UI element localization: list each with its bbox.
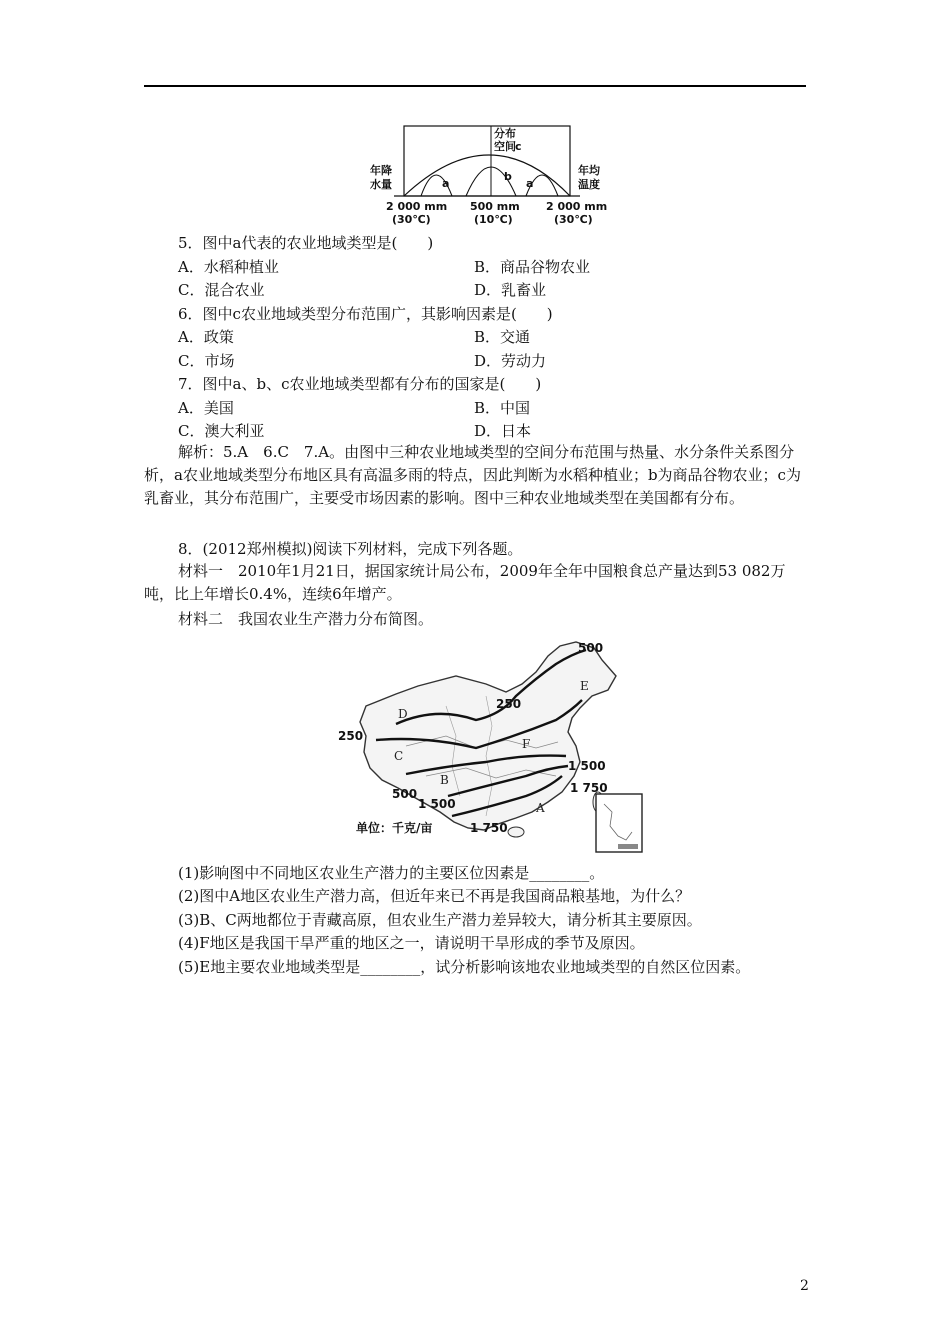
question-7-option-c: C．澳大利亚 (178, 422, 265, 440)
question-6-option-d: D．劳动力 (474, 352, 547, 370)
curve-a-right-label: a (526, 177, 534, 190)
curve-b-label: b (504, 170, 512, 183)
axis-right-temp: (30℃) (554, 213, 593, 226)
contour-label-1750-east: 1 750 (570, 781, 608, 795)
right-axis-label-1: 年均 (578, 164, 600, 177)
region-e-label: E (580, 679, 589, 693)
axis-center-value: 500 mm (470, 200, 520, 213)
question-7-option-a: A．美国 (178, 399, 234, 417)
question-7-stem: 7．图中a、b、c农业地域类型都有分布的国家是( ) (178, 375, 542, 393)
region-a-label: A (536, 801, 545, 815)
question-8-intro: 8．(2012郑州模拟)阅读下列材料，完成下列各题。 (178, 540, 523, 558)
page-number: 2 (800, 1278, 809, 1294)
contour-label-1750-south: 1 750 (470, 821, 508, 835)
question-6-option-b: B．交通 (474, 328, 531, 346)
subquestion-3: (3)B、C两地都位于青藏高原，但农业生产潜力差异较大，请分析其主要原因。 (178, 911, 702, 929)
question-7-option-d: D．日本 (474, 422, 532, 440)
contour-label-500-southwest: 500 (392, 787, 418, 801)
question-5-option-a: A．水稻种植业 (178, 258, 279, 276)
material-1: 材料一 2010年1月21日，据国家统计局公布，2009年全年中国粮食总产量达到53 082万吨，比上年增长0.4%，连续6年增产。 (144, 562, 786, 603)
subquestion-1: (1)影响图中不同地区农业生产潜力的主要区位因素是________。 (178, 864, 605, 882)
subquestion-2: (2)图中A地区农业生产潜力高，但近年来已不再是我国商品粮基地，为什么？ (178, 887, 691, 905)
contour-label-1500-south: 1 500 (418, 797, 456, 811)
contour-label-250-north: 250 (496, 697, 522, 711)
material-2: 材料二 我国农业生产潜力分布简图。 (178, 610, 434, 628)
left-axis-label-1: 年降 (370, 164, 392, 177)
subquestion-4: (4)F地区是我国干旱严重的地区之一，请说明干旱形成的季节及原因。 (178, 934, 645, 952)
question-6-option-c: C．市场 (178, 352, 235, 370)
question-6-stem: 6．图中c农业地域类型分布范围广，其影响因素是( ) (178, 305, 553, 323)
region-c-label: C (394, 749, 404, 763)
axis-top-label-2: 空间 (494, 140, 516, 153)
china-agricultural-potential-map (336, 636, 652, 858)
right-axis-label-2: 温度 (578, 178, 600, 191)
question-5-option-c: C．混合农业 (178, 281, 265, 299)
question-7-option-b: B．中国 (474, 399, 531, 417)
agriculture-distribution-diagram (366, 124, 616, 228)
axis-center-temp: (10℃) (474, 213, 513, 226)
axis-left-temp: (30℃) (392, 213, 431, 226)
region-b-label: B (440, 773, 449, 787)
contour-label-250-west: 250 (338, 729, 364, 743)
axis-left-value: 2 000 mm (386, 200, 448, 213)
question-5-option-b: B．商品谷物农业 (474, 258, 591, 276)
map-unit-label: 单位：千克/亩 (356, 821, 433, 835)
analysis-paragraph: 解析：5.A 6.C 7.A。由图中三种农业地域类型的空间分布范围与热量、水分条件关系图分析，a农业地域类型分布地区具有高温多雨的特点，因此判断为水稻种植业；b为商品谷物农业；c为乳畜业，其分布范围广，主要受市场因素的影响。图中三种农业地域类型在美国都有分布。 (144, 443, 801, 507)
axis-right-value: 2 000 mm (546, 200, 608, 213)
left-axis-label-2: 水量 (370, 178, 392, 191)
region-d-label: D (398, 707, 408, 721)
header-rule (144, 85, 806, 87)
question-5-option-d: D．乳畜业 (474, 281, 547, 299)
region-f-label: F (522, 737, 531, 751)
question-6-option-a: A．政策 (178, 328, 234, 346)
contour-label-1500-east: 1 500 (568, 759, 606, 773)
subquestion-5: (5)E地主要农业地域类型是________，试分析影响该地农业地域类型的自然区位因素。 (178, 958, 751, 976)
contour-label-500-top: 500 (578, 641, 604, 655)
question-5-stem: 5．图中a代表的农业地域类型是( ) (178, 234, 434, 252)
axis-top-label-1: 分布 (494, 127, 516, 140)
curve-c-label: c (515, 140, 522, 153)
curve-a-left-label: a (442, 177, 450, 190)
